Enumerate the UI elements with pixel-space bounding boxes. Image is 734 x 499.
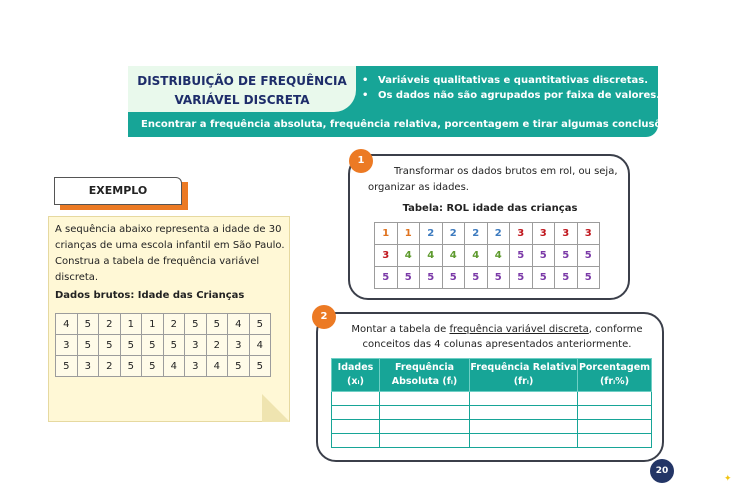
table-cell: 5 [532, 267, 555, 289]
bullet-item: • Variáveis qualitativas e quantitativas discretas. [362, 73, 660, 88]
table-cell: 5 [249, 356, 271, 377]
table-cell: 4 [228, 314, 250, 335]
table-cell: 2 [442, 223, 465, 245]
table-row [375, 245, 600, 267]
table-cell: 5 [577, 245, 600, 267]
table-cell: 5 [397, 267, 420, 289]
table-cell: 5 [510, 267, 533, 289]
table-cell: 5 [77, 335, 99, 356]
table-row [375, 223, 600, 245]
table-cell: 5 [120, 335, 142, 356]
col-header-absolute-frequency: Frequência Absoluta (fᵢ) [380, 359, 470, 392]
rol-table-title: Tabela: ROL idade das crianças [402, 203, 578, 214]
table-cell: 3 [577, 223, 600, 245]
table-cell: 5 [142, 335, 164, 356]
table-cell: 5 [577, 267, 600, 289]
table-cell: 5 [77, 314, 99, 335]
table-cell: 5 [375, 267, 398, 289]
step1-badge: 1 [349, 149, 373, 173]
raw-data-table [55, 313, 271, 377]
example-text: A sequência abaixo representa a idade de 30 crianças de uma escola infantil em São Paulo. Construa a tabela de frequência variável discreta. [55, 224, 285, 283]
table-cell: 2 [163, 314, 185, 335]
table-cell: 5 [163, 335, 185, 356]
table-cell: 5 [555, 245, 578, 267]
table-cell: 5 [185, 314, 207, 335]
table-cell: 5 [555, 267, 578, 289]
table-cell: 1 [397, 223, 420, 245]
table-cell: 5 [142, 356, 164, 377]
table-row [56, 314, 271, 335]
table-row [332, 420, 652, 434]
table-cell: 2 [206, 335, 228, 356]
col-header-ages: Idades (xᵢ) [332, 359, 380, 392]
table-cell: 5 [420, 267, 443, 289]
table-cell: 4 [465, 245, 488, 267]
table-cell: 2 [487, 223, 510, 245]
table-cell: 5 [228, 356, 250, 377]
table-cell: 5 [487, 267, 510, 289]
raw-data-title: Dados brutos: Idade das Crianças [55, 290, 245, 301]
table-cell: 5 [465, 267, 488, 289]
example-label: EXEMPLO [54, 177, 182, 205]
table-cell: 5 [249, 314, 271, 335]
table-cell: 4 [420, 245, 443, 267]
note-page-fold [262, 394, 290, 422]
step2-text-link: frequência variável discreta [449, 324, 589, 335]
table-cell: 5 [442, 267, 465, 289]
page-number: 20 [650, 459, 674, 483]
table-cell: 3 [510, 223, 533, 245]
col-header-percentage: Porcentagem (frᵢ%) [578, 359, 652, 392]
table-row [375, 267, 600, 289]
step2-text [346, 322, 648, 352]
table-cell: 4 [442, 245, 465, 267]
table-cell: 5 [56, 356, 78, 377]
table-cell: 3 [56, 335, 78, 356]
table-cell: 3 [532, 223, 555, 245]
table-row [56, 356, 271, 377]
step1-text: Transformar os dados brutos em rol, ou seja, organizar as idades. [368, 166, 618, 193]
step2-text-before: Montar a tabela de [351, 324, 450, 335]
title-line-1: DISTRIBUIÇÃO DE FREQUÊNCIA [137, 74, 347, 88]
frequency-table [331, 358, 652, 448]
table-cell: 2 [99, 356, 121, 377]
table-cell: 3 [555, 223, 578, 245]
table-cell: 5 [532, 245, 555, 267]
table-cell: 3 [228, 335, 250, 356]
table-cell: 4 [56, 314, 78, 335]
table-cell: 1 [120, 314, 142, 335]
col-header-relative-frequency: Frequência Relativa (frᵢ) [470, 359, 578, 392]
page-title [128, 72, 356, 110]
table-cell: 5 [510, 245, 533, 267]
table-cell: 1 [375, 223, 398, 245]
table-row [332, 434, 652, 448]
table-cell: 3 [185, 356, 207, 377]
sparkle-icon: ✦ [724, 474, 732, 484]
table-cell: 5 [99, 335, 121, 356]
table-cell: 4 [487, 245, 510, 267]
table-row [56, 335, 271, 356]
table-cell: 4 [163, 356, 185, 377]
table-cell: 1 [142, 314, 164, 335]
table-cell: 4 [397, 245, 420, 267]
step2-text-after: , conforme conceitos das 4 colunas apresentados anteriormente. [362, 324, 643, 350]
table-cell: 3 [185, 335, 207, 356]
table-row [332, 406, 652, 420]
table-cell: 3 [77, 356, 99, 377]
banner-subtitle: Encontrar a frequência absoluta, frequência relativa, porcentagem e tirar algumas conclusões. [141, 119, 678, 130]
table-cell: 3 [375, 245, 398, 267]
table-cell: 2 [420, 223, 443, 245]
table-cell: 2 [465, 223, 488, 245]
table-row [332, 392, 652, 406]
table-cell: 5 [206, 314, 228, 335]
table-cell: 5 [120, 356, 142, 377]
table-cell: 2 [99, 314, 121, 335]
table-cell: 4 [249, 335, 271, 356]
header-bullets [362, 73, 660, 103]
table-cell: 4 [206, 356, 228, 377]
title-line-2: VARIÁVEL DISCRETA [174, 93, 310, 107]
rol-table [374, 222, 600, 289]
step2-badge: 2 [312, 305, 336, 329]
bullet-item: • Os dados não são agrupados por faixa de valores. [362, 88, 660, 103]
